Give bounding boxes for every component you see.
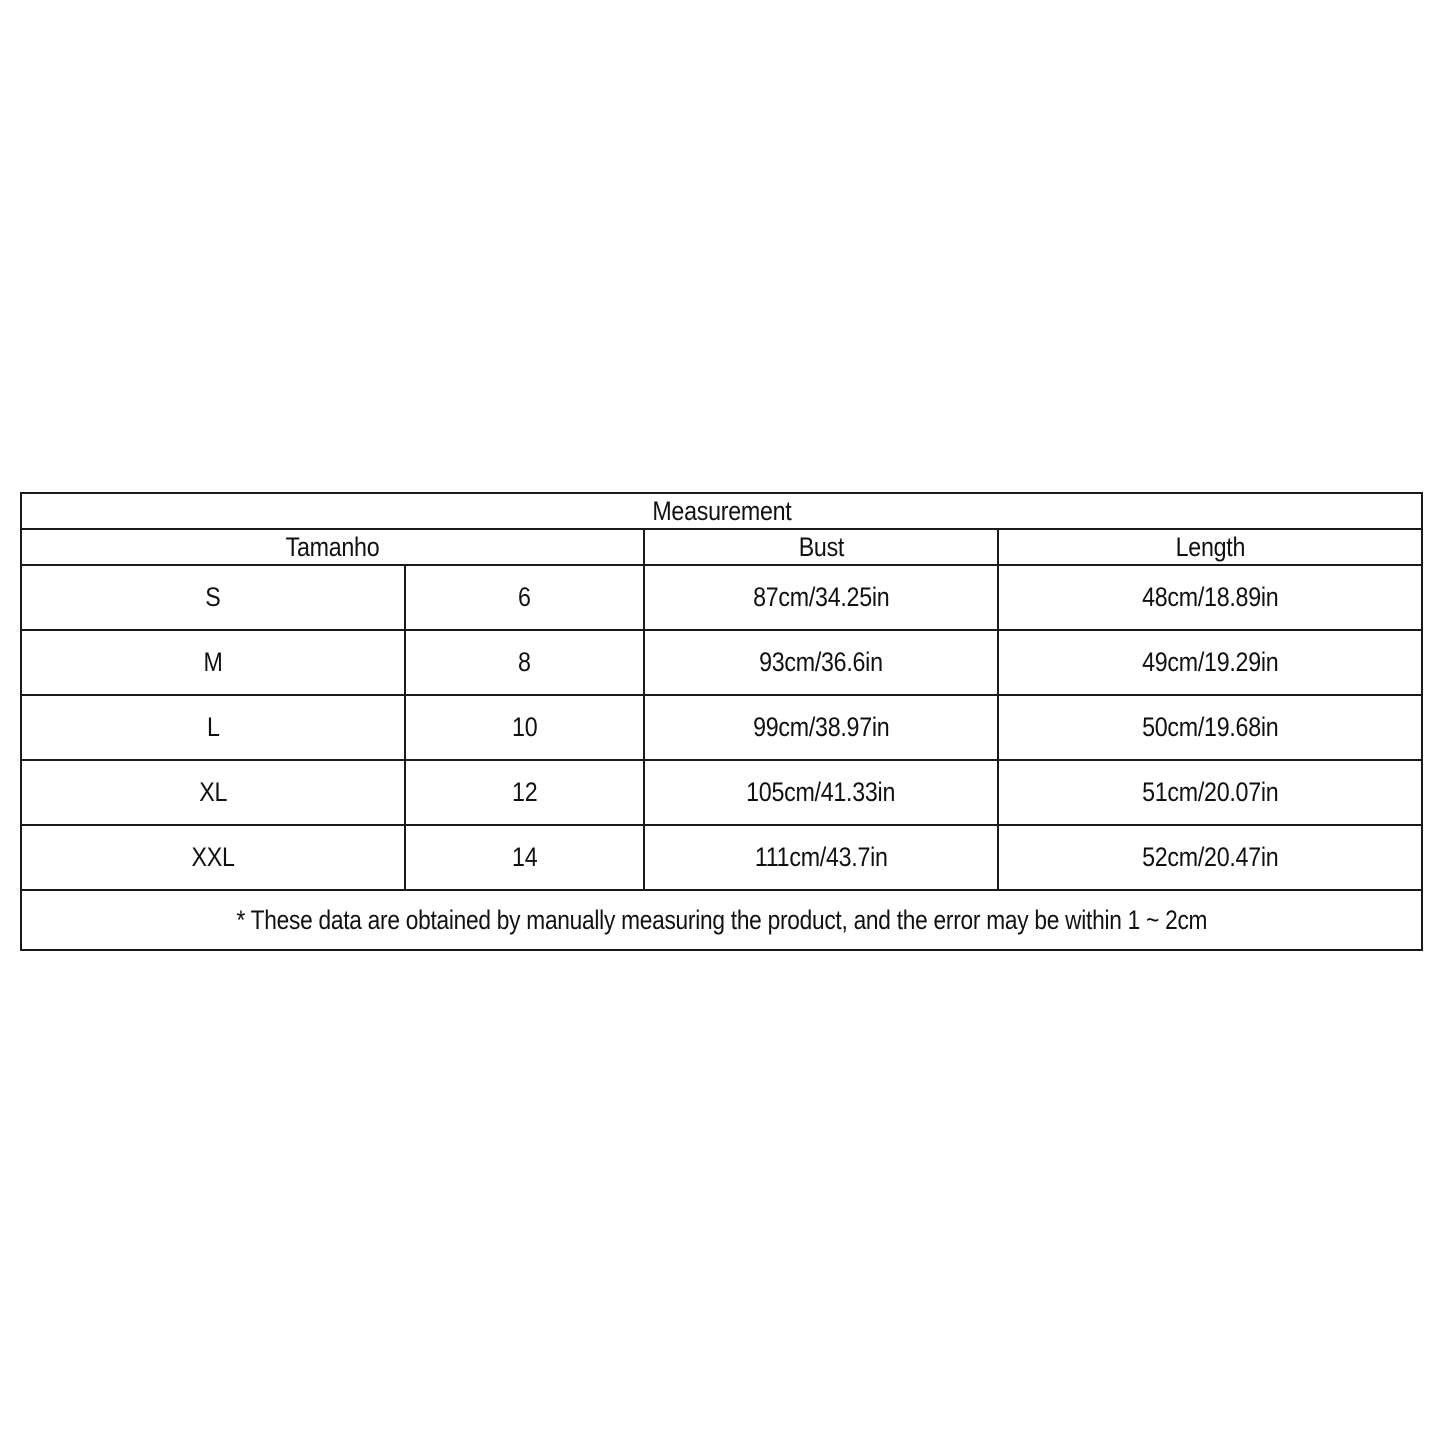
table-header-row — [21, 529, 1422, 565]
cell-length: 51cm/20.07in — [998, 760, 1422, 825]
cell-bust: 111cm/43.7in — [644, 825, 998, 890]
cell-number: 14 — [405, 825, 644, 890]
cell-length: 52cm/20.47in — [998, 825, 1422, 890]
cell-size: L — [21, 695, 405, 760]
size-chart-table — [20, 492, 1423, 951]
cell-number: 10 — [405, 695, 644, 760]
header-bust: Bust — [644, 529, 998, 565]
table-title: Measurement — [21, 493, 1422, 529]
cell-number: 12 — [405, 760, 644, 825]
cell-bust: 87cm/34.25in — [644, 565, 998, 630]
cell-number: 8 — [405, 630, 644, 695]
header-length: Length — [998, 529, 1422, 565]
cell-bust: 93cm/36.6in — [644, 630, 998, 695]
table-title-row — [21, 493, 1422, 529]
table-row — [21, 630, 1422, 695]
table-row — [21, 565, 1422, 630]
cell-size: XXL — [21, 825, 405, 890]
table-row — [21, 760, 1422, 825]
header-size: Tamanho — [21, 529, 644, 565]
cell-bust: 105cm/41.33in — [644, 760, 998, 825]
cell-length: 49cm/19.29in — [998, 630, 1422, 695]
cell-size: XL — [21, 760, 405, 825]
cell-bust: 99cm/38.97in — [644, 695, 998, 760]
cell-number: 6 — [405, 565, 644, 630]
cell-size: S — [21, 565, 405, 630]
cell-length: 50cm/19.68in — [998, 695, 1422, 760]
table-row — [21, 695, 1422, 760]
cell-length: 48cm/18.89in — [998, 565, 1422, 630]
measurement-note: * These data are obtained by manually measuring the product, and the error may be within 1 ~ 2cm — [21, 890, 1422, 950]
table-note-row — [21, 890, 1422, 950]
table-row — [21, 825, 1422, 890]
cell-size: M — [21, 630, 405, 695]
